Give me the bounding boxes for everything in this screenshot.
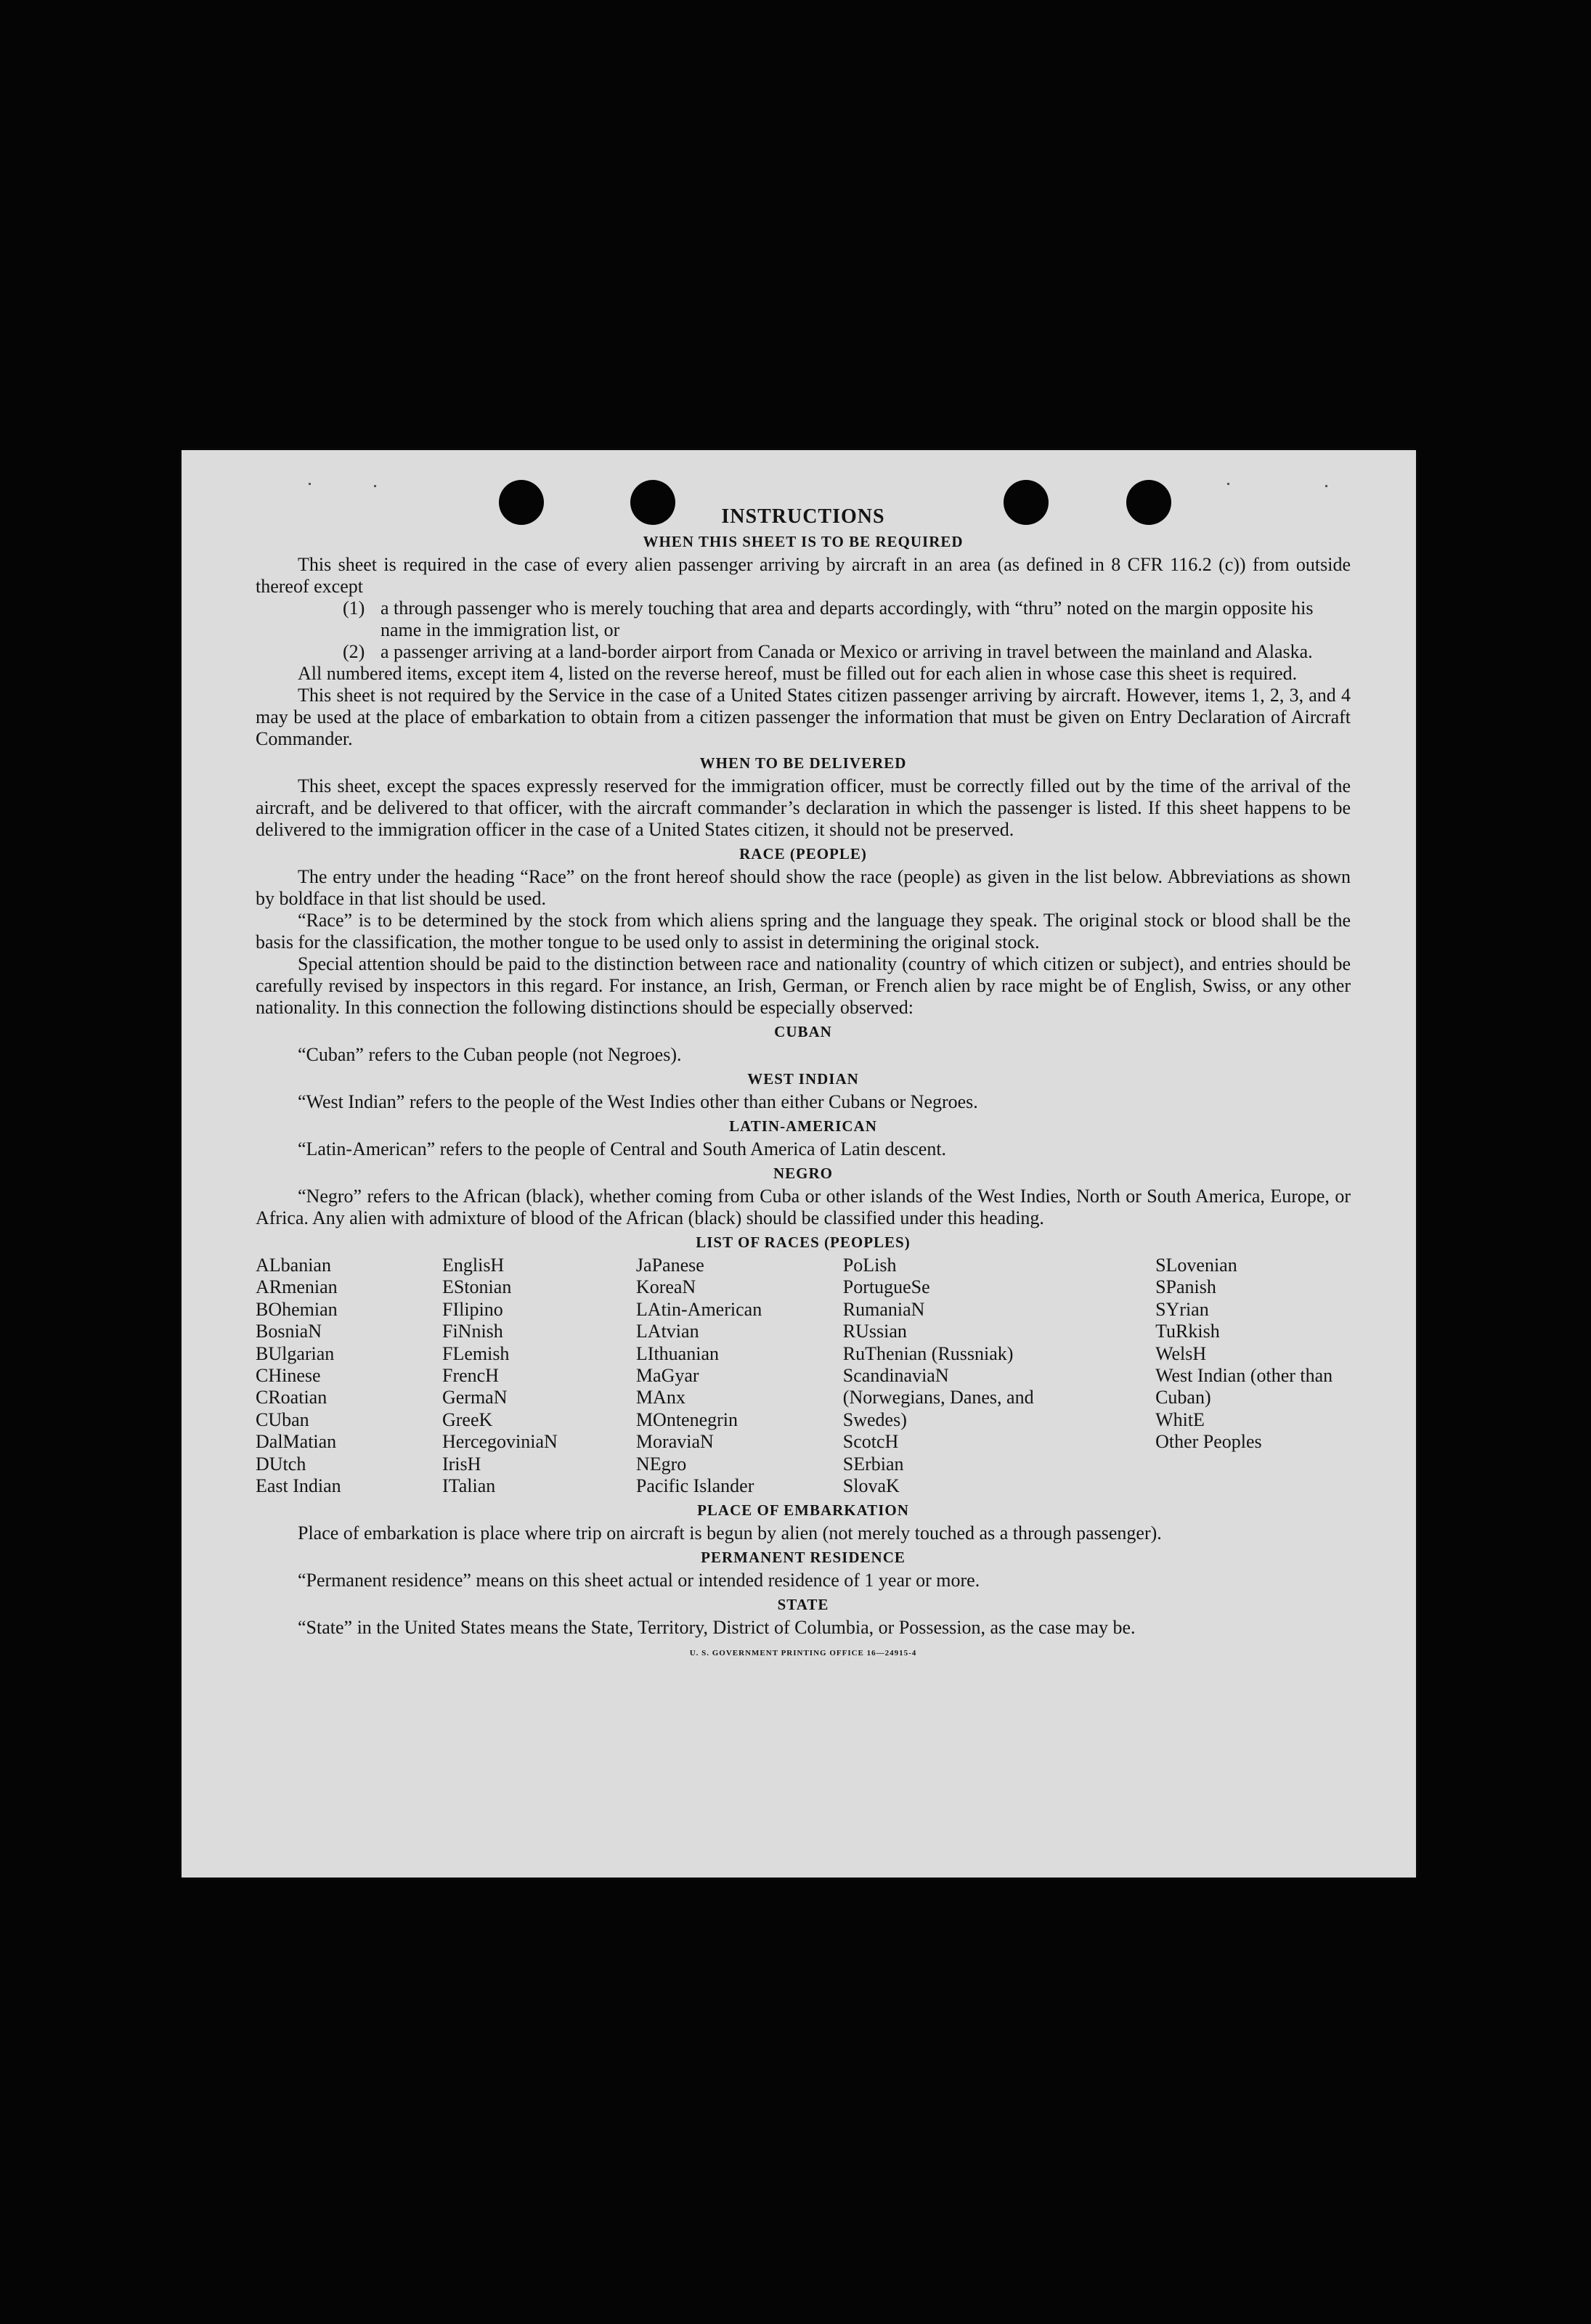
punch-hole (499, 480, 544, 525)
race-item: East Indian (256, 1475, 341, 1497)
heading-place-of-embarkation: PLACE OF EMBARKATION (697, 1501, 909, 1520)
race-item: TuRkish (1155, 1321, 1220, 1342)
races-column (1155, 1255, 1351, 1497)
race-item: MAnx (635, 1387, 685, 1408)
paragraph: “State” in the United States means the State, Territory, District of Columbia, or Possession, as the case may be. (298, 1617, 1136, 1639)
heading-negro: NEGRO (773, 1165, 833, 1182)
races-column (442, 1255, 636, 1497)
race-item: FIlipino (442, 1298, 503, 1320)
heading-state: STATE (777, 1596, 829, 1614)
paragraph: “West Indian” refers to the people of the West Indies other than either Cubans or Negroes. (298, 1091, 978, 1112)
race-item: WhitE (1155, 1408, 1205, 1430)
speck (374, 485, 376, 487)
paragraph: This sheet is required in the case of every alien passenger arriving by aircraft in an area (as defined in 8 CFR 116.2 (c)) from outside thereof except (256, 554, 1351, 597)
item-number: (2) (343, 641, 365, 662)
race-item: SPanish (1155, 1276, 1216, 1298)
punch-hole (1126, 480, 1171, 525)
race-item: SErbian (842, 1453, 904, 1475)
races-column-spacer (1037, 1255, 1155, 1497)
race-item: SlovaK (842, 1475, 900, 1497)
race-item: DalMatian (256, 1431, 337, 1453)
race-item: BOhemian (256, 1298, 338, 1320)
race-item: LAtvian (635, 1321, 699, 1342)
instruction-sheet (182, 450, 1416, 1877)
races-column (843, 1255, 1037, 1497)
paragraph: “Negro” refers to the African (black), whether coming from Cuba or other islands of the West Indies, North or South America, Europe, or Africa. Any alien with admixture of blood of the African (black) should be classified under this heading. (256, 1186, 1351, 1228)
race-item: ScotcH (842, 1431, 899, 1453)
race-item: GreeK (442, 1408, 493, 1430)
race-item: GermaN (442, 1387, 508, 1408)
race-item: RUssian (842, 1321, 907, 1342)
race-item: MOntenegrin (635, 1408, 738, 1430)
heading-list-of-races: LIST OF RACES (PEOPLES) (696, 1234, 911, 1251)
race-item: West Indian (other than Cuban) (1155, 1365, 1333, 1408)
race-item: SLovenian (1155, 1255, 1237, 1276)
race-item: EnglisH (442, 1255, 505, 1276)
paragraph: The entry under the heading “Race” on the front hereof should show the race (people) as given in the list below. Abbreviations as shown by boldface in that list should be used. (256, 866, 1351, 909)
item-text: a passenger arriving at a land-border airport from Canada or Mexico or arriving in travel between the mainland and Alaska. (381, 641, 1313, 662)
race-item: RumaniaN (842, 1298, 925, 1320)
paragraph: This sheet is not required by the Service in the case of a United States citizen passenger arriving by aircraft. However, items 1, 2, 3, and 4 may be used at the place of embarkation to obtain from a citizen passenger the information that must be given on Entry Declaration of Aircraft Commander. (256, 685, 1351, 749)
paragraph: “Permanent residence” means on this sheet actual or intended residence of 1 year or more. (298, 1570, 980, 1591)
paragraph: “Latin-American” refers to the people of Central and South America of Latin descent. (298, 1138, 947, 1159)
race-item: PoLish (842, 1255, 897, 1276)
item-number: (1) (343, 598, 365, 619)
heading-permanent-residence: PERMANENT RESIDENCE (701, 1549, 906, 1567)
heading-when-delivered: WHEN TO BE DELIVERED (699, 754, 907, 772)
race-item: ScandinaviaN (Norwegians, Danes, and Swedes) (842, 1365, 1034, 1430)
race-item: ITalian (442, 1475, 496, 1497)
race-item: KoreaN (635, 1276, 696, 1298)
race-item: MaGyar (635, 1365, 699, 1387)
race-item: JaPanese (635, 1255, 704, 1276)
paragraph: Special attention should be paid to the distinction between race and nationality (country of which citizen or subject), and entries should be carefully revised by inspectors in this regard. For instance, an Irish, German, or French alien by race might be of English, Swiss, or any other nationality. In this connection the following distinctions should be especially observed: (256, 953, 1351, 1018)
race-item: LAtin-American (635, 1298, 762, 1320)
race-item: CHinese (256, 1365, 321, 1387)
paragraph: Place of embarkation is place where trip on aircraft is begun by alien (not merely touched as a through passenger). (298, 1522, 1162, 1544)
race-item: HercegoviniaN (442, 1431, 558, 1453)
races-column (256, 1255, 442, 1497)
list-item (343, 598, 1351, 641)
race-item: ALbanian (256, 1255, 331, 1276)
heading-west-indian: WEST INDIAN (747, 1070, 859, 1088)
race-item: EStonian (442, 1276, 512, 1298)
race-item: NEgro (635, 1453, 687, 1475)
race-item: LIthuanian (635, 1342, 719, 1364)
race-item: PortugueSe (842, 1276, 930, 1298)
race-item: DUtch (256, 1453, 306, 1475)
race-item: BosniaN (256, 1321, 322, 1342)
race-item: Other Peoples (1155, 1431, 1262, 1453)
heading-race: RACE (PEOPLE) (739, 845, 867, 863)
race-item: FiNnish (442, 1321, 503, 1342)
race-item: RuThenian (Russniak) (842, 1342, 1014, 1364)
heading-latin-american: LATIN-AMERICAN (729, 1117, 877, 1135)
race-item: IrisH (442, 1453, 481, 1475)
race-item: WelsH (1155, 1342, 1207, 1364)
item-text: a through passenger who is merely touching that area and departs accordingly, with “thru” noted on the margin opposite his name in the immigration list, or (381, 598, 1314, 640)
punch-hole (1004, 480, 1049, 525)
race-item: SYrian (1155, 1298, 1209, 1320)
race-item: Pacific Islander (635, 1475, 754, 1497)
race-item: FLemish (442, 1342, 510, 1364)
paragraph: “Cuban” refers to the Cuban people (not Negroes). (298, 1044, 682, 1065)
list-item (343, 641, 1351, 663)
race-item: CUban (256, 1408, 309, 1430)
heading-when-required: WHEN THIS SHEET IS TO BE REQUIRED (643, 533, 964, 550)
heading-cuban: CUBAN (774, 1023, 832, 1040)
punch-hole (630, 480, 675, 525)
instructions-title: INSTRUCTIONS (721, 505, 885, 528)
printing-office-footer: U. S. GOVERNMENT PRINTING OFFICE 16—24915-4 (689, 1649, 917, 1658)
race-item: ARmenian (256, 1276, 338, 1298)
paragraph: All numbered items, except item 4, listed on the reverse hereof, must be filled out for each alien in whose case this sheet is required. (298, 663, 1298, 684)
paragraph: “Race” is to be determined by the stock from which aliens spring and the language they speak. The original stock or blood shall be the basis for the classification, the mother tongue to be used only to assist in determining the original stock. (256, 910, 1351, 953)
paragraph: This sheet, except the spaces expressly reserved for the immigration officer, must be correctly filled out by the time of the arrival of the aircraft, and be delivered to that officer, with the aircraft commander’s declaration in which the passenger is listed. If this sheet happens to be delivered to the immigration officer in the case of a United States citizen, it should not be preserved. (256, 775, 1351, 840)
race-item: CRoatian (256, 1387, 327, 1408)
speck (1227, 483, 1229, 485)
race-item: MoraviaN (635, 1431, 714, 1453)
races-list (256, 1255, 1351, 1497)
speck (1325, 485, 1327, 487)
speck (309, 483, 311, 485)
race-item: BUlgarian (256, 1342, 335, 1364)
races-column (636, 1255, 843, 1497)
race-item: FrencH (442, 1365, 499, 1387)
